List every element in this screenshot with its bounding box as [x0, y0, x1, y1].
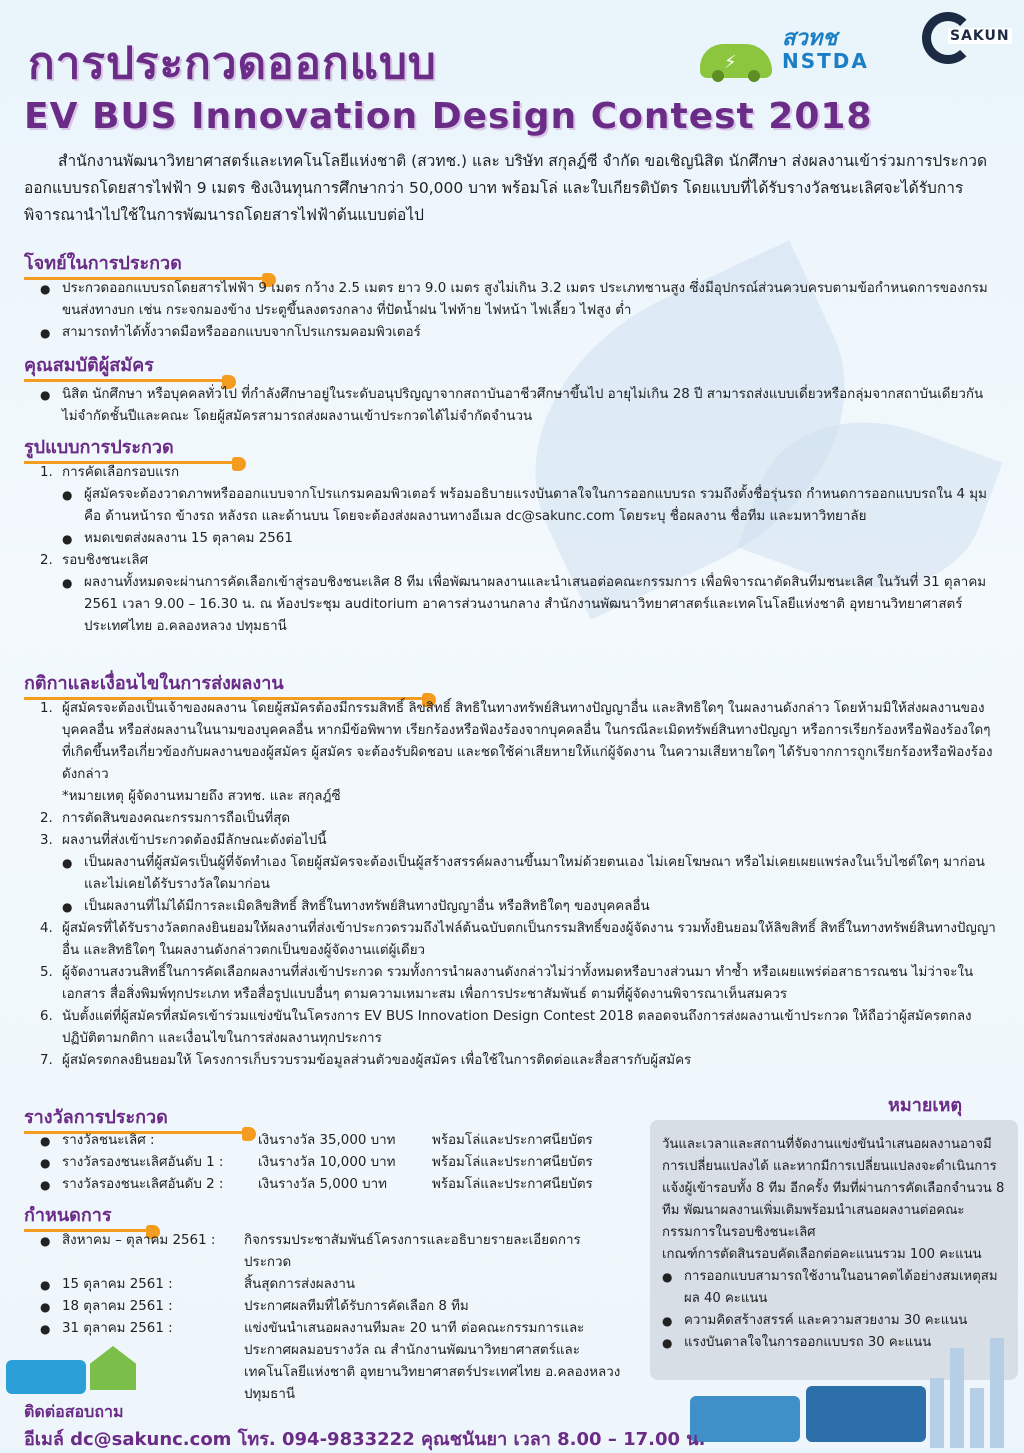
list-item: ● ประกวดออกแบบรถโดยสารไฟฟ้า 9 เมตร กว้าง 2.5 เมตร ยาว 9.0 เมตร สูงไม่เกิน 3.2 เมตร ประเภทชานสูง ซึ่งมีอุปกรณ์ส่วนควบครบตามข้อกำหนดการของกรมขนส่งทางบก เช่น กระจกมองข้าง ประตูขึ้นลงตรงกลาง ที่ปัดน้ำฝน ไฟท้าย ไฟหน้า ไฟเลี้ยว ไฟสูง ต่ำ — [40, 278, 1000, 322]
schedule-desc: ประกาศผลทีมที่ได้รับการคัดเลือก 8 ทีม — [244, 1299, 469, 1314]
award-money: เงินรางวัล 5,000 บาท — [258, 1177, 387, 1192]
note-title: หมายเหตุ — [888, 1095, 963, 1116]
round-one-title: การคัดเลือกรอบแรก — [62, 465, 180, 480]
footer-contact-title: ติดต่อสอบถาม — [24, 1402, 124, 1421]
footer — [24, 1400, 706, 1450]
nstda-logo: สวทช NSTDA — [782, 26, 869, 73]
city-skyline — [990, 1338, 1004, 1448]
ev-car-icon: ⚡ — [700, 44, 772, 78]
title-english: EV BUS Innovation Design Contest 2018 — [24, 96, 873, 137]
note-box — [650, 1120, 1018, 1380]
note-text: วันและเวลาและสถานที่จัดงานแข่งขันนำเสนอผลงานอาจมีการเปลี่ยนแปลงได้ และหากมีการเปลี่ยนแปลงจะดำเนินการแจ้งผู้เข้ารอบทั้ง 8 ทีม อีกครั้ง ทีมที่ผ่านการคัดเลือกจำนวน 8 ทีม พัฒนาผลงานเพิ่มเติมพร้อมนำเสนอผลงานต่อคณะกรรมการในรอบชิงชนะเลิศ — [662, 1137, 1005, 1240]
rule-item: ผลงานที่ส่งเข้าประกวดต้องมีลักษณะดังต่อไปนี้ — [62, 833, 327, 848]
award-extra: พร้อมโล่และประกาศนียบัตร — [432, 1155, 593, 1170]
schedule-desc: กิจกรรมประชาสัมพันธ์โครงการและอธิบายรายละเอียดการประกวด — [244, 1233, 581, 1270]
schedule-date: ● 31 ตุลาคม 2561 : — [40, 1318, 173, 1340]
award-money: เงินรางวัล 35,000 บาท — [258, 1133, 396, 1148]
section-title-format: รูปแบบการประกวด — [24, 432, 174, 461]
list-item: ● สามารถทำได้ทั้งวาดมือหรือออกแบบจากโปรแกรมคอมพิวเตอร์ — [40, 322, 1000, 344]
list-item: ● แรงบันดาลใจในการออกแบบรถ 30 คะแนน — [662, 1332, 1006, 1354]
list-item: ● หมดเขตส่งผลงาน 15 ตุลาคม 2561 — [62, 528, 1000, 550]
awards-table — [40, 1130, 640, 1200]
award-name: ● รางวัลชนะเลิศ : — [40, 1130, 154, 1152]
schedule-date: ● สิงหาคม – ตุลาคม 2561 : — [40, 1230, 215, 1252]
rule-item: การตัดสินของคณะกรรมการถือเป็นที่สุด — [62, 811, 291, 826]
bus-image — [806, 1386, 926, 1442]
schedule-date: ● 18 ตุลาคม 2561 : — [40, 1296, 173, 1318]
award-extra: พร้อมโล่และประกาศนียบัตร — [432, 1133, 593, 1148]
rule-item: ผู้สมัครตกลงยินยอมให้ โครงการเก็บรวบรวมข้อมูลส่วนตัวของผู้สมัคร เพื่อใช้ในการติดต่อและสื่อสารกับผู้สมัคร — [62, 1053, 692, 1068]
rules-list: 1. ผู้สมัครจะต้องเป็นเจ้าของผลงาน โดยผู้สมัครต้องมีกรรมสิทธิ์ ลิขสิทธิ์ สิทธิในทางทรัพย์สินทางปัญญาอื่น และสิทธิใดๆ ในผลงานดังกล่าว โดยห้ามมิให้ส่งผลงานของบุคคลอื่น หรือส่งผลงานในนามของบุคคลอื่น หากมีข้อพิพาท เรียกร้องหรือฟ้องร้องจากบุคคลอื่น ในกรณีละเมิดทรัพย์สินทางปัญญา หรือการเรียกร้องหรือฟ้องร้องใดๆ ที่เกิดขึ้นหรือเกี่ยวข้องกับผลงานของผู้สมัคร ผู้สมัคร จะต้องรับผิดชอบ และชดใช้ค่าเสียหายให้แก่ผู้จัดงาน ในความเสียหายใดๆ ได้รับจากการถูกเรียกร้องหรือฟ้องร้อง ดังกล่าว *หมายเหตุ ผู้จัดงานหมายถึง สวทช. และ สกุลฎ์ซี 2. การตัดสินของคณะกรรมการถือเป็นที่สุด 3. ผลงานที่ส่งเข้าประกวดต้องมีลักษณะดังต่อไปนี้ ● เป็นผลงานที่ผู้สมัครเป็นผู้ที่จัดทำเอง โดยผู้สมัครจะต้องเป็นผู้สร้างสรรค์ผลงานขึ้นมาใหม่ด้วยตนเอง ไม่เคยโฆษณา หรือไม่เคยเผยแพร่ลงในเว็บไซต์ใดๆ มาก่อน และไม่เคยได้รับรางวัลใดมาก่อน ● เป็นผลงานที่ไม่ได้มีการละเมิดลิขสิทธิ์ สิทธิ์ในทางทรัพย์สินทางปัญญาอื่น หรือสิทธิใดๆ ของบุคคลอื่น 4. ผู้สมัครที่ได้รับรางวัลตกลงยินยอมให้ผลงานที่ส่งเข้าประกวดรวมถึงไฟล์ต้นฉบับตกเป็นกรรมสิทธิ์ของผู้จัดงาน รวมทั้งยินยอมให้ลิขสิทธิ์ สิทธิ์ในทางทรัพย์สินทางปัญญาอื่น และสิทธิใดๆ ในผลงานดังกล่าวตกเป็นของผู้จัดงานแต่ผู้เดียว 5. ผู้จัดงานสงวนสิทธิ์ในการคัดเลือกผลงานที่ส่งเข้าประกวด รวมทั้งการนำผลงานดังกล่าวไม่ว่าทั้งหมดหรือบางส่วนมา ทำซ้ำ หรือเผยแพร่ต่อสาธารณชน ไม่ว่าจะในเอกสาร สื่อสิ่งพิมพ์ทุกประเภท หรือสื่อรูปแบบอื่นๆ ตามความเหมาะสม เพื่อการประชาสัมพันธ์ ตามที่ผู้จัดงานพิจารณาเห็นสมควร 6. นับตั้งแต่ที่ผู้สมัครที่สมัครเข้าร่วมแข่งขันในโครงการ EV BUS Innovation Design Contest 2018 ตลอดจนถึงการส่งผลงานเข้าประกวด ให้ถือว่าผู้สมัครตกลงปฏิบัติตามกติกา และเงื่อนไขในการส่งผลงานทุกประการ 7. ผู้สมัครตกลงยินยอมให้ โครงการเก็บรวบรวมข้อมูลส่วนตัวของผู้สมัคร เพื่อใช้ในการติดต่อและสื่อสารกับผู้สมัคร — [40, 698, 1000, 1072]
rule-item: ผู้จัดงานสงวนสิทธิ์ในการคัดเลือกผลงานที่ส่งเข้าประกวด รวมทั้งการนำผลงานดังกล่าวไม่ว่าทั้งหมดหรือบางส่วนมา ทำซ้ำ หรือเผยแพร่ต่อสาธารณชน ไม่ว่าจะในเอกสาร สื่อสิ่งพิมพ์ทุกประเภท หรือสื่อรูปแบบอื่นๆ ตามความเหมาะสม เพื่อการประชาสัมพันธ์ ตามที่ผู้จัดงานพิจารณาเห็นสมควร — [62, 965, 974, 1002]
list-item: ● เป็นผลงานที่ผู้สมัครเป็นผู้ที่จัดทำเอง โดยผู้สมัครจะต้องเป็นผู้สร้างสรรค์ผลงานขึ้นมาใหม่ด้วยตนเอง ไม่เคยโฆษณา หรือไม่เคยเผยแพร่ลงในเว็บไซต์ใดๆ มาก่อน และไม่เคยได้รับรางวัลใดมาก่อน — [62, 852, 1000, 896]
rule-item: ผู้สมัครจะต้องเป็นเจ้าของผลงาน โดยผู้สมัครต้องมีกรรมสิทธิ์ ลิขสิทธิ์ สิทธิในทางทรัพย์สินทางปัญญาอื่น และสิทธิใดๆ ในผลงานดังกล่าว โดยห้ามมิให้ส่งผลงานของบุคคลอื่น หรือส่งผลงานในนามของบุคคลอื่น หากมีข้อพิพาท เรียกร้องหรือฟ้องร้องจากบุคคลอื่น ในกรณีละเมิดทรัพย์สินทางปัญญา หรือการเรียกร้องหรือฟ้องร้องใดๆ ที่เกิดขึ้นหรือเกี่ยวข้องกับผลงานของผู้สมัคร ผู้สมัคร จะต้องรับผิดชอบ และชดใช้ค่าเสียหายให้แก่ผู้จัดงาน ในความเสียหายใดๆ ได้รับจากการถูกเรียกร้องหรือฟ้องร้อง ดังกล่าว — [62, 701, 993, 782]
section-title-awards: รางวัลการประกวด — [24, 1102, 168, 1131]
list-item: ● ผลงานทั้งหมดจะผ่านการคัดเลือกเข้าสู่รอบชิงชนะเลิศ 8 ทีม เพื่อพัฒนาผลงานและนำเสนอต่อคณะกรรมการ เพื่อพิจารณาตัดสินทีมชนะเลิศ ในวันที่ 31 ตุลาคม 2561 เวลา 9.00 – 16.30 น. ณ ห้องประชุม auditorium อาคารส่วนงานกลาง สำนักงานพัฒนาวิทยาศาสตร์และเทคโนโลยีแห่งชาติ อุทยานวิทยาศาสตร์ประเทศไทย อ.คลองหลวง ปทุมธานี — [62, 572, 1000, 638]
award-name: ● รางวัลรองชนะเลิศอันดับ 1 : — [40, 1152, 223, 1174]
list-item: ● ผู้สมัครจะต้องวาดภาพหรือออกแบบจากโปรแกรมคอมพิวเตอร์ พร้อมอธิบายแรงบันดาลใจในการออกแบบรถ รวมถึงตั้งชื่อรุ่นรถ กำหนดการออกแบบรถใน 4 มุม คือ ด้านหน้ารถ ข้างรถ หลังรถ และด้านบน โดยจะต้องส่งผลงานทางอีเมล dc@sakunc.com โดยระบุ ชื่อผลงาน ชื่อทีม และมหาวิทยาลัย — [62, 484, 1000, 528]
award-name: ● รางวัลรองชนะเลิศอันดับ 2 : — [40, 1174, 223, 1196]
list-item: ● นิสิต นักศึกษา หรือบุคคลทั่วไป ที่กำลังศึกษาอยู่ในระดับอนุปริญญาจากสถาบันอาชีวศึกษาขึ้นไป อายุไม่เกิน 28 ปี สามารถส่งแบบเดี่ยวหรือกลุ่มจากสถาบันเดียวกัน ไม่จำกัดชั้นปีและคณะ โดยผู้สมัครสามารถส่งผลงานเข้าประกวดได้ไม่จำกัดจำนวน — [40, 384, 1000, 428]
schedule-date: ● 15 ตุลาคม 2561 : — [40, 1274, 173, 1296]
list-item: ● ความคิดสร้างสรรค์ และความสวยงาม 30 คะแนน — [662, 1310, 1006, 1332]
schedule-desc: สิ้นสุดการส่งผลงาน — [244, 1277, 355, 1292]
topic-list — [40, 278, 1000, 344]
city-skyline — [930, 1378, 944, 1448]
footer-contact-line: อีเมล์ dc@sakunc.com โทร. 094-9833222 คุณชนันยา เวลา 8.00 – 17.00 น. — [24, 1429, 706, 1450]
section-title-qualification: คุณสมบัติผู้สมัคร — [24, 350, 154, 379]
title-thai: การประกวดออกแบบ — [28, 38, 437, 89]
section-title-schedule: กำหนดการ — [24, 1200, 112, 1229]
bus-image — [6, 1360, 86, 1394]
rule-note: *หมายเหตุ ผู้จัดงานหมายถึง สวทช. และ สกุลฎ์ซี — [62, 789, 341, 804]
city-skyline — [950, 1348, 964, 1448]
list-item: ● การออกแบบสามารถใช้งานในอนาคตได้อย่างสมเหตุสมผล 40 คะแนน — [662, 1266, 1006, 1310]
city-skyline — [970, 1388, 984, 1448]
rule-item: นับตั้งแต่ที่ผู้สมัครที่สมัครเข้าร่วมแข่งขันในโครงการ EV BUS Innovation Design Contest 2018 ตลอดจนถึงการส่งผลงานเข้าประกวด ให้ถือว่าผู้สมัครตกลงปฏิบัติตามกติกา และเงื่อนไขในการส่งผลงานทุกประการ — [62, 1009, 972, 1046]
bus-image — [690, 1396, 800, 1442]
schedule-desc: แข่งขันนำเสนอผลงานทีมละ 20 นาที ต่อคณะกรรมการและประกาศผลมอบรางวัล ณ สำนักงานพัฒนาวิทยาศาสตร์และเทคโนโลยีแห่งชาติ อุทยานวิทยาศาสตร์ประเทศไทย อ.คลองหลวง ปทุมธานี — [244, 1321, 621, 1402]
intro-paragraph: สำนักงานพัฒนาวิทยาศาสตร์และเทคโนโลยีแห่งชาติ (สวทช.) และ บริษัท สกุลฎ์ซี จำกัด ขอเชิญนิสิต นักศึกษา ส่งผลงานเข้าร่วมการประกวดออกแบบรถโดยสารไฟฟ้า 9 เมตร ชิงเงินทุนการศึกษากว่า 50,000 บาท พร้อมโล่ และใบเกียรติบัตร โดยแบบที่ได้รับรางวัลชนะเลิศจะได้รับการพิจารณานำไปใช้ในการพัฒนารถโดยสารไฟฟ้าต้นแบบต่อไป — [24, 152, 988, 224]
note-criteria: เกณฑ์การตัดสินรอบคัดเลือกต่อคะแนนรวม 100 คะแนน — [662, 1247, 982, 1262]
list-item: ● เป็นผลงานที่ไม่ได้มีการละเมิดลิขสิทธิ์ สิทธิ์ในทางทรัพย์สินทางปัญญาอื่น หรือสิทธิใดๆ ของบุคคลอื่น — [62, 896, 1000, 918]
section-title-rules: กติกาและเงื่อนไขในการส่งผลงาน — [24, 668, 284, 697]
qualification-list — [40, 384, 1000, 428]
rule-item: ผู้สมัครที่ได้รับรางวัลตกลงยินยอมให้ผลงานที่ส่งเข้าประกวดรวมถึงไฟล์ต้นฉบับตกเป็นกรรมสิทธิ์ของผู้จัดงาน รวมทั้งยินยอมให้ลิขสิทธิ์ สิทธิ์ในทางทรัพย์สินทางปัญญาอื่น และสิทธิใดๆ ในผลงานดังกล่าวตกเป็นของผู้จัดงานแต่ผู้เดียว — [62, 921, 996, 958]
format-list: 1. การคัดเลือกรอบแรก ● ผู้สมัครจะต้องวาดภาพหรือออกแบบจากโปรแกรมคอมพิวเตอร์ พร้อมอธิบายแรงบันดาลใจในการออกแบบรถ รวมถึงตั้งชื่อรุ่นรถ กำหนดการออกแบบรถใน 4 มุม คือ ด้านหน้ารถ ข้างรถ หลังรถ และด้านบน โดยจะต้องส่งผลงานทางอีเมล dc@sakunc.com โดยระบุ ชื่อผลงาน ชื่อทีม และมหาวิทยาลัย ● หมดเขตส่งผลงาน 15 ตุลาคม 2561 2. รอบชิงชนะเลิศ ● ผลงานทั้งหมดจะผ่านการคัดเลือกเข้าสู่รอบชิงชนะเลิศ 8 ทีม เพื่อพัฒนาผลงานและนำเสนอต่อคณะกรรมการ เพื่อพิจารณาตัดสินทีมชนะเลิศ ในวันที่ 31 ตุลาคม 2561 เวลา 9.00 – 16.30 น. ณ ห้องประชุม auditorium อาคารส่วนงานกลาง สำนักงานพัฒนาวิทยาศาสตร์และเทคโนโลยีแห่งชาติ อุทยานวิทยาศาสตร์ประเทศไทย อ.คลองหลวง ปทุมธานี — [40, 462, 1000, 638]
award-extra: พร้อมโล่และประกาศนียบัตร — [432, 1177, 593, 1192]
sakun-logo: SAKUN — [922, 12, 1006, 72]
award-money: เงินรางวัล 10,000 บาท — [258, 1155, 396, 1170]
section-title-topic: โจทย์ในการประกวด — [24, 248, 182, 277]
final-round-title: รอบชิงชนะเลิศ — [62, 553, 149, 568]
